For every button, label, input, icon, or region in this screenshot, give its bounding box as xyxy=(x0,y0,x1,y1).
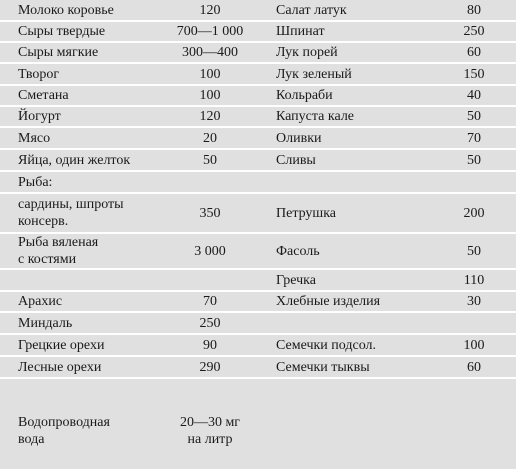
food-name: Хлебные изделия xyxy=(276,294,381,309)
calcium-value: 290 xyxy=(199,359,221,375)
food-name: Лук зеленый xyxy=(276,66,352,82)
calcium-value: 250 xyxy=(199,315,221,331)
calcium-value xyxy=(150,172,270,192)
table-row xyxy=(0,150,516,172)
calcium-value: 60 xyxy=(467,359,481,375)
calcium-value xyxy=(150,270,270,290)
food-name: Лук порей xyxy=(276,45,338,60)
table-row xyxy=(0,86,516,107)
food-name xyxy=(0,270,150,290)
food-name xyxy=(270,401,446,461)
food-name: Сливы xyxy=(276,152,316,168)
calcium-value: 350 xyxy=(199,205,221,221)
food-name: Йогурт xyxy=(18,109,61,124)
table-row xyxy=(0,292,516,313)
food-name: Петрушка xyxy=(276,205,337,221)
table-row xyxy=(0,172,516,194)
calcium-value: 700—1 000 xyxy=(176,24,244,39)
food-name: Рыба вяленая с костями xyxy=(18,235,99,267)
calcium-value: 70 xyxy=(203,294,217,309)
calcium-value: 50 xyxy=(467,243,481,259)
table-row xyxy=(0,357,516,379)
calcium-value xyxy=(446,313,516,333)
food-name: Рыба: xyxy=(18,174,53,190)
table-row xyxy=(0,335,516,357)
calcium-value: 20—30 мг на литр xyxy=(179,415,241,447)
calcium-value: 120 xyxy=(199,109,221,124)
calcium-value: 250 xyxy=(463,24,485,39)
calcium-value: 100 xyxy=(463,337,485,353)
calcium-value xyxy=(446,172,516,192)
food-name: Фасоль xyxy=(276,243,320,259)
food-name: Сыры твердые xyxy=(18,24,106,39)
calcium-value: 200 xyxy=(463,205,485,221)
calcium-value: 80 xyxy=(467,2,481,18)
calcium-value: 100 xyxy=(199,88,221,103)
calcium-value xyxy=(446,401,516,461)
calcium-value: 40 xyxy=(467,88,481,103)
table-row xyxy=(0,64,516,86)
calcium-value: 120 xyxy=(199,2,221,18)
food-name: Водопроводная вода xyxy=(18,415,110,447)
calcium-value: 3 000 xyxy=(194,243,226,259)
calcium-value: 50 xyxy=(467,152,481,168)
calcium-value: 100 xyxy=(199,66,221,82)
food-name xyxy=(270,172,446,192)
food-name: Творог xyxy=(18,66,60,82)
table-row xyxy=(0,128,516,150)
calcium-value: 50 xyxy=(203,152,217,168)
food-name: Сыры мягкие xyxy=(18,45,99,60)
table-row xyxy=(0,313,516,335)
food-name: Кольраби xyxy=(276,88,333,103)
calcium-value: 300—400 xyxy=(182,45,238,60)
food-name: Оливки xyxy=(276,130,322,146)
calcium-value: 150 xyxy=(463,66,485,82)
table-row xyxy=(0,0,516,22)
food-name: Грецкие орехи xyxy=(18,337,105,353)
table-row xyxy=(0,107,516,128)
calcium-value: 90 xyxy=(203,337,217,353)
food-name: Салат латук xyxy=(276,2,347,18)
calcium-value: 60 xyxy=(467,45,481,60)
food-name: Арахис xyxy=(18,294,63,309)
table-row xyxy=(0,22,516,43)
table-row xyxy=(0,270,516,292)
calcium-value: 30 xyxy=(467,294,481,309)
food-name: Капуста кале xyxy=(276,109,355,124)
food-name: сардины, шпроты консерв. xyxy=(18,197,124,229)
calcium-value: 70 xyxy=(467,130,481,146)
food-name: Молоко коровье xyxy=(18,2,114,18)
food-name: Семечки подсол. xyxy=(276,337,377,353)
table-row xyxy=(0,43,516,64)
calcium-value: 20 xyxy=(203,130,217,146)
food-name: Сметана xyxy=(18,88,69,103)
food-name xyxy=(270,313,446,333)
food-name: Лесные орехи xyxy=(18,359,102,375)
food-name: Мясо xyxy=(18,130,51,146)
food-name: Семечки тыквы xyxy=(276,359,370,375)
food-name: Миндаль xyxy=(18,315,73,331)
table-row xyxy=(0,234,516,270)
table-row xyxy=(0,194,516,234)
food-name: Шпинат xyxy=(276,24,325,39)
calcium-value: 50 xyxy=(467,109,481,124)
food-name: Гречка xyxy=(276,272,316,288)
food-name: Яйца, один желток xyxy=(18,152,131,168)
table-row xyxy=(0,379,516,469)
calcium-value: 110 xyxy=(463,272,485,288)
